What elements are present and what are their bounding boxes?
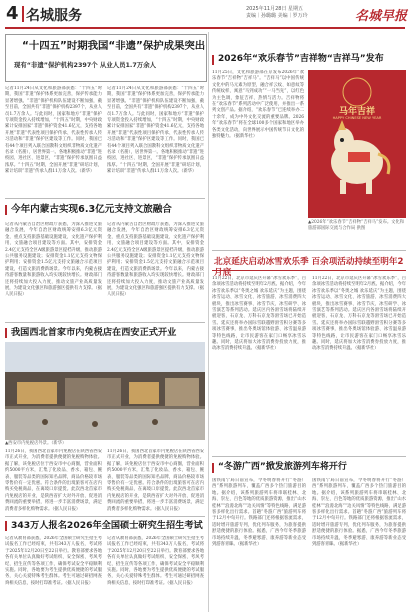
article-4-header (212, 256, 406, 278)
duty-free-store-photo (5, 342, 205, 440)
headline-marker (5, 328, 7, 338)
article-4-body-col1: 11月22日，北京市延庆区开幕“冰雪欢乐季”，百余项冰雪活动将持续至明年2月底。据介绍，今年冰雪欢乐季以“冬奥之城 欢乐延庆”为主题，围绕冰雪运动、冰雪文化、冰雪旅游、冰雪消费四大板块，推出冰雪赛事、冰雪节庆、冰雪研学、冰雪演艺等系列活动。延庆区内各滑雪场将陆续开板迎客，石京龙、万科石京龙等滑雪场已开始造雪。延庆还将举办国际雪联越野滑雪积分赛等多项冰雪赛事，推出冬奥场馆体验游、冰雪温泉游等特色线路，让市民游客在家门口畅享冰雪乐趣。同时，延庆将加大冰雪消费券投放力度，推动冰雪消费持续升温。（据新华社） (212, 276, 306, 352)
horse-mascot-graphic (308, 70, 406, 218)
article-3-body-col1: 记者从内蒙古自治区财政厅获悉，为深入推进文旅融合发展，今年自治区财政统筹安排6.3亿元资金，重点支持旅游基础设施建设、文化遗产保护利用、文旅融合项目建设等方面。其中，安排资金2.4亿元支持全区A级旅游景区提档升级，推动旅游公共服务设施建设；安排资金1.1亿元支持文物保护利用；安排资金1.5亿元支持文旅融合示范项目建设，打造文旅消费新场景。今年以来，内蒙古接待游客数量和旅游收入均实现较快增长。财政部门还将持续加大投入力度，推动文旅产业高质量发展，为建设文化强区和旅游强区提供有力支撑。（据人民日报） (5, 222, 102, 298)
article-1-body-col1: 记者11月24日从文化和旅游部获悉：“十四五”时期，我国“非遗”保护体系更加完善，保护传承能力显著增强。“非遗”保护机构队伍建设不断加强，截至目前，全国共有“非遗”保护机构2397个，从业人员1.7万余人。与此同时，国家和地方“非遗”保护专项资金投入持续增加，“十四五”时期，中央财政累计安排国家“非遗”保护资金41.6亿元，支持各地开展“非遗”代表性项目保护传承、代表性传承人传习活动和“非遗”保护区建设等工作。同时，我国已有44个项目列入联合国教科文组织非物质文化遗产名录（名册），居世界第一。各地积极推动“非遗”进校园、进社区、进景区，“非遗”保护传承氛围日益浓厚。“十四五”时期，全国开展“非遗”研培计划，累计培训“非遗”传承人群11万余人次。（新华） (5, 86, 102, 175)
dateline-date: 2025年11月28日 星期五 (246, 6, 304, 12)
article-5-body-col1: 11月26日，我国西北首家市内免税店在陕西省西安市正式开业，为消费者提供便捷的免税购物体验。据了解，该免税店位于西安市中心商圈，营业面积约5000平方米，汇集了化妆品、香水、箱包、腕表、服装等品类的国际知名品牌，商品价格较市场零售价有一定优惠。符合条件的出境旅客可在店内购买免税商品，在离境口岸提货。此次西北首家市内免税店的开业，是陕西省扩大对外开放、促进消费回流的重要举措，将进一步丰富消费场景，满足消费者多样化购物需求。（据人民日报） (5, 449, 102, 512)
article-2-title: 2026年“欢乐春节”吉祥物“吉祥马”发布 (218, 54, 384, 64)
poster-subtitle: HAPPY CHINESE NEW YEAR (332, 116, 382, 120)
poster-title: 马年吉祥 (338, 107, 375, 117)
headline-marker (5, 205, 7, 215)
column-separator (208, 32, 209, 612)
dateline-editors: 责编｜孙璐璐 美编｜罗万玲 (246, 13, 308, 19)
article-1-body-col2: 记者11月24日从文化和旅游部获悉：“十四五”时期，我国“非遗”保护体系更加完善，保护传承能力显著增强。“非遗”保护机构队伍建设不断加强，截至目前，全国共有“非遗”保护机构2397个，从业人员1.7万余人。与此同时，国家和地方“非遗”保护专项资金投入持续增加，“十四五”时期，中央财政累计安排国家“非遗”保护资金41.6亿元，支持各地开展“非遗”代表性项目保护传承、代表性传承人传习活动和“非遗”保护区建设等工作。同时，我国已有44个项目列入联合国教科文组织非物质文化遗产名录（名册），居世界第一。各地积极推动“非遗”进校园、进社区、进景区，“非遗”保护传承氛围日益浓厚。“十四五”时期，全国开展“非遗”研培计划，累计培训“非遗”传承人群11万余人次。（新华） (107, 86, 204, 175)
article-1-title: “十四五”时期我国“非遗”保护成果突出 (22, 40, 206, 52)
article-7-body-col2: 记者从教育部获悉，2026年全国硕士研究生招生考试报名工作已经结束，共有343万人报名，考试将于2025年12月20日至22日举行。教育部要求各地各有关单位认真做好考试组织、安全保密、考风考纪、招生宣传等各项工作，确保考试安全平稳顺利实施。同时，各地要为考生提供优质便捷的考试服务，关心关爱特殊考生群体。考生可通过研招网查询相关信息，按时打印准考证。（据人民日报） (107, 536, 204, 586)
article-6-title: “冬游广西”掀发旅游列车将开行 (218, 462, 347, 472)
headline-marker (212, 463, 214, 473)
dateline (246, 6, 308, 20)
separator (212, 250, 406, 251)
article-5-caption: ▲西安市内免税店外景。（新华） (5, 441, 67, 446)
mascot-poster (308, 70, 406, 218)
section-marker (22, 6, 24, 22)
article-2-body: 11月25日，文化和旅游部在京发布2026年“欢乐春节”吉祥物“吉祥马”。“吉祥马”以中国传统文化中的马元素为原型，融合祥云纹、如意纹等传统纹样，寓意“马到成功”“一马当先”，以红色为主色调，象征吉祥、热情与活力。吉祥物将在“欢乐春节”系列活动中广泛使用，并推出一系列文创产品。据介绍，“欢乐春节”已连续举办二十余年，成为中外文化交流的重要品牌。2026年“欢乐春节”将在全球100多个国家和地区举办各类文化活动，向世界展示中国传统节日文化的独特魅力。（据新华社） (212, 70, 304, 140)
article-3-title: 今年内蒙古实现6.3亿元支持文旅融合 (11, 204, 172, 215)
separator (212, 456, 406, 457)
article-7-title: 343万人报名2026年全国硕士研究生招生考试 (11, 520, 203, 531)
section-name: 名城服务 (26, 8, 82, 24)
article-4-title: 北京延庆启动冰雪欢乐季 百余项活动持续至明年2月底 (214, 257, 404, 278)
article-4-body-col2: 11月22日，北京市延庆区开幕“冰雪欢乐季”，百余项冰雪活动将持续至明年2月底。据介绍，今年冰雪欢乐季以“冬奥之城 欢乐延庆”为主题，围绕冰雪运动、冰雪文化、冰雪旅游、冰雪消费四大板块，推出冰雪赛事、冰雪节庆、冰雪研学、冰雪演艺等系列活动。延庆区内各滑雪场将陆续开板迎客，石京龙、万科石京龙等滑雪场已开始造雪。延庆还将举办国际雪联越野滑雪积分赛等多项冰雪赛事，推出冬奥场馆体验游、冰雪温泉游等特色线路，让市民游客在家门口畅享冰雪乐趣。同时，延庆将加大冰雪消费券投放力度，推动冰雪消费持续升温。（据新华社） (312, 276, 406, 352)
article-3-body-col2: 记者从内蒙古自治区财政厅获悉，为深入推进文旅融合发展，今年自治区财政统筹安排6.3亿元资金，重点支持旅游基础设施建设、文化遗产保护利用、文旅融合项目建设等方面。其中，安排资金2.4亿元支持全区A级旅游景区提档升级，推动旅游公共服务设施建设；安排资金1.1亿元支持文物保护利用；安排资金1.5亿元支持文旅融合示范项目建设，打造文旅消费新场景。今年以来，内蒙古接待游客数量和旅游收入均实现较快增长。财政部门还将持续加大投入力度，推动文旅产业高质量发展，为建设文化强区和旅游强区提供有力支撑。（据人民日报） (107, 222, 204, 298)
article-6-body-col2: 国铁南宁局日前宣布，今冬明春将开行“冬游广西”系列旅游列车，覆盖广西多个热门旅游目的地。据介绍，该系列旅游列车将串联桂林、北海、崇左、百色等地的优质旅游资源，推出“山水桂林”“浪漫北海”“边关风情”等特色线路，满足游客多样化出行需求。首趟“冬游广西”旅游列车将于12月中旬开行。铁路部门还将根据客流需求，适时增开旅游专列，优化列车服务，为旅客提供舒适便捷的旅行体验。据悉，广西今年冬季旅游市场持续升温，冬季避寒游、康养游等新业态受到游客青睐。（据新华社） (312, 478, 406, 548)
article-7-body-col1: 记者从教育部获悉，2026年全国硕士研究生招生考试报名工作已经结束，共有343万人报名，考试将于2025年12月20日至22日举行。教育部要求各地各有关单位认真做好考试组织、安全保密、考风考纪、招生宣传等各项工作，确保考试安全平稳顺利实施。同时，各地要为考生提供优质便捷的考试服务，关心关爱特殊考生群体。考生可通过研招网查询相关信息，按时打印准考证。（据人民日报） (5, 536, 102, 586)
headline-marker (212, 55, 214, 65)
article-6-body-col1: 国铁南宁局日前宣布，今冬明春将开行“冬游广西”系列旅游列车，覆盖广西多个热门旅游目的地。据介绍，该系列旅游列车将串联桂林、北海、崇左、百色等地的优质旅游资源，推出“山水桂林”“浪漫北海”“边关风情”等特色线路，满足游客多样化出行需求。首趟“冬游广西”旅游列车将于12月中旬开行。铁路部门还将根据客流需求，适时增开旅游专列，优化列车服务，为旅客提供舒适便捷的旅行体验。据悉，广西今年冬季旅游市场持续升温，冬季避寒游、康养游等新业态受到游客青睐。（据新华社） (212, 478, 306, 548)
article-1-subtitle: 现有“非遗”保护机构2397个 从业人员1.7万余人 (14, 61, 156, 69)
newspaper-logo: 名城早报 (355, 9, 408, 24)
article-2-caption: ▲2026年“欢乐春节”吉祥物“吉祥马”发布。文化和旅游部国际交流与合作局 供图 (308, 220, 405, 231)
page-number: 4 (6, 3, 19, 24)
masthead-rule (5, 27, 405, 29)
masthead (0, 0, 410, 30)
article-1-header-box (5, 34, 207, 82)
separator (5, 198, 205, 199)
separator (5, 322, 205, 323)
store-photo-graphic (5, 342, 205, 440)
separator (5, 516, 205, 517)
headline-marker (5, 521, 7, 531)
article-5-title: 我国西北首家市内免税店在西安正式开业 (11, 327, 177, 338)
article-5-body-col2: 11月26日，我国西北首家市内免税店在陕西省西安市正式开业，为消费者提供便捷的免税购物体验。据了解，该免税店位于西安市中心商圈，营业面积约5000平方米，汇集了化妆品、香水、箱包、腕表、服装等品类的国际知名品牌，商品价格较市场零售价有一定优惠。符合条件的出境旅客可在店内购买免税商品，在离境口岸提货。此次西北首家市内免税店的开业，是陕西省扩大对外开放、促进消费回流的重要举措，将进一步丰富消费场景，满足消费者多样化购物需求。（据人民日报） (107, 449, 204, 512)
